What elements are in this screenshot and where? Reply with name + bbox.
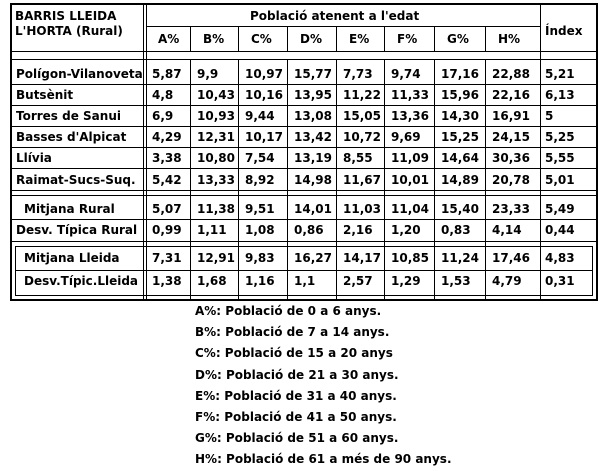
row-rule <box>10 219 598 220</box>
legend-item: B%: Població de 7 a 14 anys. <box>195 325 390 340</box>
row-value: 9,69 <box>391 130 421 144</box>
legend-item: G%: Població de 51 a 60 anys. <box>195 431 399 446</box>
row-value: 11,67 <box>343 173 381 187</box>
row-name: Basses d'Alpicat <box>16 130 127 144</box>
row-value: 13,42 <box>294 130 332 144</box>
row-value: 11,33 <box>391 88 429 102</box>
row-value: 1,20 <box>391 223 421 237</box>
header-bottom-rule <box>10 51 598 52</box>
row-value: 1,68 <box>197 274 227 288</box>
row-value: 4,8 <box>152 88 174 102</box>
row-name: Butsènit <box>16 88 74 102</box>
row-value: 13,36 <box>391 109 429 123</box>
index-column-header: Índex <box>545 24 583 38</box>
row-value: 10,85 <box>391 251 429 265</box>
row-value: 1,38 <box>152 274 182 288</box>
column-separator <box>384 26 385 51</box>
row-value: 11,22 <box>343 88 381 102</box>
row-name: Torres de Sanui <box>16 109 121 123</box>
column-separator <box>485 26 486 51</box>
row-value: 16,91 <box>492 109 530 123</box>
row-value: 11,24 <box>441 251 479 265</box>
column-header: A% <box>158 32 180 46</box>
row-value: 2,16 <box>343 223 373 237</box>
row-name: Desv. Típica Rural <box>16 223 138 237</box>
row-value: 10,93 <box>197 109 235 123</box>
row-value: 16,27 <box>294 251 332 265</box>
column-header: C% <box>251 32 272 46</box>
row-value: 4,14 <box>492 223 522 237</box>
row-value: 22,88 <box>492 67 530 81</box>
row-value: 1,1 <box>294 274 316 288</box>
legend-item: H%: Població de 61 a més de 90 anys. <box>195 452 452 467</box>
row-index: 6,13 <box>545 88 575 102</box>
row-value: 6,9 <box>152 109 174 123</box>
region-title-line2: L'HORTA (Rural) <box>15 24 123 38</box>
column-separator <box>190 26 191 51</box>
row-value: 1,53 <box>441 274 471 288</box>
row-value: 14,64 <box>441 151 479 165</box>
row-rule <box>10 190 598 191</box>
legend-item: C%: Població de 15 a 20 anys <box>195 346 393 361</box>
column-separator <box>238 26 239 51</box>
row-value: 5,87 <box>152 67 182 81</box>
row-value: 8,55 <box>343 151 373 165</box>
column-header: D% <box>300 32 322 46</box>
row-value: 0,86 <box>294 223 324 237</box>
row-rule <box>10 105 598 106</box>
row-value: 7,73 <box>343 67 373 81</box>
row-name: Mitjana Rural <box>24 202 115 216</box>
row-value: 11,03 <box>343 202 381 216</box>
row-index: 5,01 <box>545 173 575 187</box>
row-value: 11,38 <box>197 202 235 216</box>
row-value: 1,11 <box>197 223 227 237</box>
row-value: 23,33 <box>492 202 530 216</box>
row-value: 10,43 <box>197 88 235 102</box>
row-value: 5,07 <box>152 202 182 216</box>
column-header: B% <box>203 32 225 46</box>
row-rule <box>10 126 598 127</box>
row-value: 12,31 <box>197 130 235 144</box>
legend-item: D%: Població de 21 a 30 anys. <box>195 367 399 382</box>
row-value: 10,01 <box>391 173 429 187</box>
row-value: 15,96 <box>441 88 479 102</box>
row-value: 10,80 <box>197 151 235 165</box>
row-index: 0,31 <box>545 274 575 288</box>
row-value: 15,77 <box>294 67 332 81</box>
row-index: 5,55 <box>545 151 575 165</box>
row-value: 20,78 <box>492 173 530 187</box>
row-value: 9,83 <box>245 251 275 265</box>
header-bottom-rule-2 <box>10 59 598 60</box>
row-name: Desv.Típic.Lleida <box>24 274 139 288</box>
column-header: E% <box>349 32 370 46</box>
row-index: 5,49 <box>545 202 575 216</box>
row-value: 2,57 <box>343 274 373 288</box>
row-rule <box>10 147 598 148</box>
row-value: 14,30 <box>441 109 479 123</box>
column-separator <box>287 26 288 51</box>
legend-item: F%: Població de 41 a 50 anys. <box>195 410 397 424</box>
row-value: 24,15 <box>492 130 530 144</box>
row-value: 9,9 <box>197 67 219 81</box>
row-value: 5,42 <box>152 173 182 187</box>
row-value: 1,08 <box>245 223 275 237</box>
legend-item: A%: Població de 0 a 6 anys. <box>195 304 382 318</box>
row-value: 4,79 <box>492 274 522 288</box>
header-subdivider <box>146 26 540 27</box>
row-value: 1,16 <box>245 274 275 288</box>
row-value: 9,74 <box>391 67 421 81</box>
row-index: 5,25 <box>545 130 575 144</box>
row-value: 7,54 <box>245 151 275 165</box>
row-value: 10,16 <box>245 88 283 102</box>
row-rule <box>10 168 598 169</box>
row-value: 0,83 <box>441 223 471 237</box>
row-value: 1,29 <box>391 274 421 288</box>
row-value: 14,89 <box>441 173 479 187</box>
row-value: 17,16 <box>441 67 479 81</box>
row-value: 11,09 <box>391 151 429 165</box>
row-value: 17,46 <box>492 251 530 265</box>
row-value: 10,72 <box>343 130 381 144</box>
row-value: 14,98 <box>294 173 332 187</box>
row-value: 14,17 <box>343 251 381 265</box>
row-value: 3,38 <box>152 151 182 165</box>
row-name: Raimat-Sucs-Suq. <box>16 173 136 187</box>
row-value: 30,36 <box>492 151 530 165</box>
row-value: 4,29 <box>152 130 182 144</box>
row-name: Llívia <box>16 151 52 165</box>
row-value: 10,97 <box>245 67 283 81</box>
row-value: 10,17 <box>245 130 283 144</box>
row-value: 7,31 <box>152 251 182 265</box>
row-value: 0,99 <box>152 223 182 237</box>
row-value: 15,05 <box>343 109 381 123</box>
column-separator <box>336 26 337 51</box>
column-header: F% <box>397 32 418 46</box>
row-rule <box>15 270 593 271</box>
row-value: 22,16 <box>492 88 530 102</box>
section-rule <box>10 241 598 242</box>
row-index: 5 <box>545 109 554 123</box>
column-header: H% <box>498 32 521 46</box>
row-index: 4,83 <box>545 251 575 265</box>
region-title-line1: BARRIS LLEIDA <box>15 9 117 23</box>
row-name: Mitjana Lleida <box>24 251 120 265</box>
row-index: 0,44 <box>545 223 575 237</box>
row-value: 8,92 <box>245 173 275 187</box>
row-value: 13,19 <box>294 151 332 165</box>
row-value: 13,33 <box>197 173 235 187</box>
row-value: 12,91 <box>197 251 235 265</box>
row-value: 15,40 <box>441 202 479 216</box>
section-rule <box>10 195 598 196</box>
row-value: 13,95 <box>294 88 332 102</box>
legend-item: E%: Població de 31 a 40 anys. <box>195 388 397 403</box>
column-header: G% <box>447 32 469 46</box>
row-value: 13,08 <box>294 109 332 123</box>
column-separator <box>434 26 435 51</box>
row-value: 11,04 <box>391 202 429 216</box>
row-value: 14,01 <box>294 202 332 216</box>
column-group-title: Població atenent a l'edat <box>250 9 420 23</box>
row-value: 9,51 <box>245 202 275 216</box>
row-name: Polígon-Vilanoveta <box>16 67 143 81</box>
row-rule <box>10 84 598 85</box>
row-index: 5,21 <box>545 67 575 81</box>
row-value: 9,44 <box>245 109 275 123</box>
row-value: 15,25 <box>441 130 479 144</box>
